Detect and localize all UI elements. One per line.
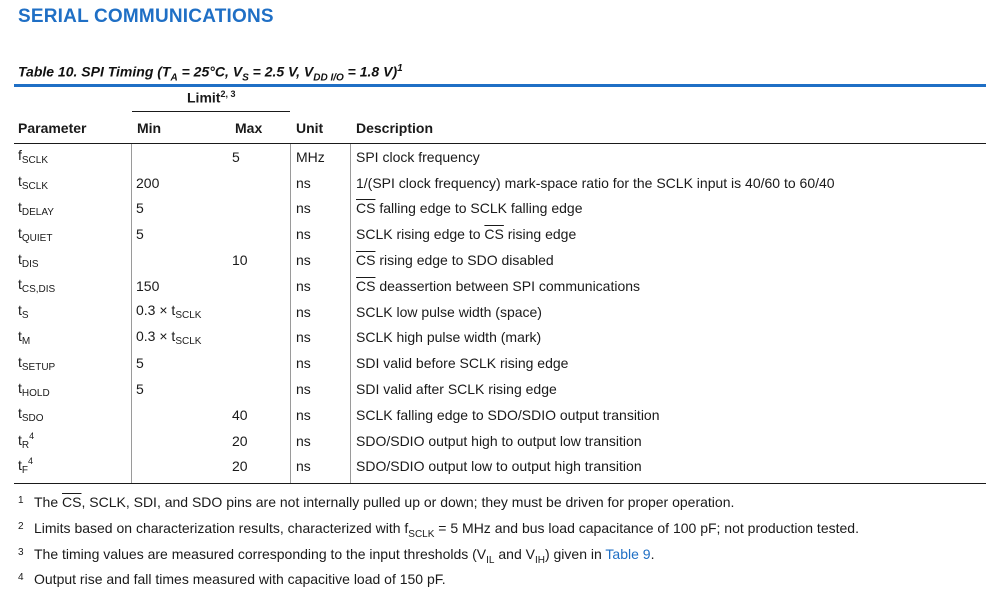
- limit-header: Limit$^{2, 3}$: [187, 89, 236, 106]
- table-caption: Table 10. SPI Timing ($T_A = 25^\circ C$, $V_S = 2.5$ V, $V_{DD I/O} = 1.8$ V)$^1$: [18, 63, 403, 84]
- cell-description: SDI valid after SCLK rising edge: [356, 381, 557, 398]
- cell-unit: ns: [296, 303, 311, 320]
- table-row: [14, 170, 986, 196]
- table-row: [14, 428, 986, 454]
- cell-description: SCLK falling edge to SDO/SDIO output transition: [356, 406, 660, 423]
- cell-max: [227, 170, 290, 196]
- cell-unit: ns: [296, 174, 311, 191]
- cell-unit: ns: [296, 252, 311, 269]
- cell-parameter: $t_F^4$: [18, 456, 34, 477]
- cell-min: 5: [136, 226, 144, 243]
- header-min: Min: [137, 120, 162, 136]
- cell-max: 5: [232, 148, 240, 165]
- cell-description: SDO/SDIO output high to output low transition: [356, 432, 642, 449]
- cell-description: 1/(SPI clock frequency) mark-space ratio for the SCLK input is 40/60 to 60/40: [356, 174, 835, 191]
- cell-unit: MHz: [296, 148, 325, 165]
- table-row: [14, 325, 986, 351]
- cell-max: [227, 325, 290, 351]
- cell-min: [131, 247, 227, 273]
- table-bottom-rule: [14, 483, 986, 484]
- cell-parameter: $t_{SETUP}$: [18, 353, 56, 373]
- spi-timing-table: [14, 144, 986, 479]
- header-max: Max: [235, 120, 263, 136]
- cell-max: 20: [232, 458, 248, 475]
- cell-description: $\overline{CS}$ rising edge to SDO disabled: [356, 252, 554, 269]
- cell-min: [131, 428, 227, 454]
- header-unit: Unit: [296, 120, 324, 136]
- table-row: [14, 221, 986, 247]
- cell-max: [227, 376, 290, 402]
- table-row: [14, 144, 986, 170]
- table-row: [14, 247, 986, 273]
- cell-description: SCLK high pulse width (mark): [356, 329, 542, 346]
- cell-max: [227, 350, 290, 376]
- table-row: [14, 196, 986, 222]
- cell-unit: ns: [296, 432, 311, 449]
- cell-unit: ns: [296, 458, 311, 475]
- cell-unit: ns: [296, 277, 311, 294]
- cell-min: $0.3 \times t_{SCLK}$: [136, 327, 202, 347]
- cell-max: [227, 221, 290, 247]
- limit-underline: [132, 111, 290, 112]
- cell-max: [227, 196, 290, 222]
- cell-description: SPI clock frequency: [356, 148, 480, 165]
- cell-max: 40: [232, 406, 248, 423]
- cell-description: SDO/SDIO output low to output high transition: [356, 458, 642, 475]
- cell-description: $\overline{CS}$ falling edge to SCLK falling edge: [356, 200, 583, 217]
- cell-min: 150: [136, 277, 160, 294]
- footnote-2: 2 Limits based on characterization results, characterized with $f_{SCLK} = 5$ MHz and bus load capacitance of 100 pF; not production tested.: [18, 520, 859, 540]
- header-description: Description: [356, 120, 434, 136]
- cell-parameter: $f_{SCLK}$: [18, 147, 49, 167]
- cell-min: 5: [136, 355, 144, 372]
- cell-description: SCLK low pulse width (space): [356, 303, 542, 320]
- cell-unit: ns: [296, 381, 311, 398]
- cell-parameter: $t_R^4$: [18, 430, 35, 451]
- cell-min: 5: [136, 381, 144, 398]
- cell-parameter: $t_{QUIET}$: [18, 224, 53, 244]
- cell-max: 20: [232, 432, 248, 449]
- cell-parameter: $t_{DELAY}$: [18, 198, 54, 218]
- cell-description: SDI valid before SCLK rising edge: [356, 355, 569, 372]
- cell-unit: ns: [296, 406, 311, 423]
- cell-parameter: $t_{SDO}$: [18, 405, 44, 425]
- table-row: [14, 402, 986, 428]
- cell-unit: ns: [296, 226, 311, 243]
- cell-unit: ns: [296, 355, 311, 372]
- footnote-4: 4 Output rise and fall times measured with capacitive load of 150 pF.: [18, 571, 446, 587]
- cell-parameter: $t_M$: [18, 327, 31, 347]
- cell-min: $0.3 \times t_{SCLK}$: [136, 302, 202, 322]
- cell-parameter: $t_{HOLD}$: [18, 379, 50, 399]
- table-row: [14, 273, 986, 299]
- table-top-rule: [14, 84, 986, 87]
- cell-max: [227, 299, 290, 325]
- cell-parameter: $t_{DIS}$: [18, 250, 39, 270]
- cell-description: $\overline{CS}$ deassertion between SPI communications: [356, 277, 641, 294]
- cell-unit: ns: [296, 329, 311, 346]
- cell-min: [131, 454, 227, 480]
- cell-min: 200: [136, 174, 160, 191]
- cell-min: [131, 144, 227, 170]
- cell-max: 10: [232, 252, 248, 269]
- cell-min: 5: [136, 200, 144, 217]
- cell-max: [227, 273, 290, 299]
- section-title: SERIAL COMMUNICATIONS: [18, 6, 274, 27]
- table-row: [14, 350, 986, 376]
- cell-parameter: $t_{CS,DIS}$: [18, 276, 56, 296]
- table-row: [14, 454, 986, 480]
- cell-unit: ns: [296, 200, 311, 217]
- cell-min: [131, 402, 227, 428]
- header-parameter: Parameter: [18, 120, 87, 136]
- footnote-1: 1 The $\overline{CS}$, SCLK, SDI, and SDO pins are not internally pulled up or down; they must be driven for proper operation.: [18, 494, 735, 510]
- cell-parameter: $t_S$: [18, 302, 29, 322]
- cell-description: SCLK rising edge to $\overline{CS}$ rising edge: [356, 226, 577, 243]
- table-row: [14, 376, 986, 402]
- table-9-link[interactable]: Table 9: [605, 546, 651, 562]
- table-row: [14, 299, 986, 325]
- footnote-3: 3 The timing values are measured corresponding to the input thresholds ($V_{IL}$ and $V_{IH}$) given in Table 9.: [18, 546, 655, 566]
- cell-parameter: $t_{SCLK}$: [18, 173, 49, 193]
